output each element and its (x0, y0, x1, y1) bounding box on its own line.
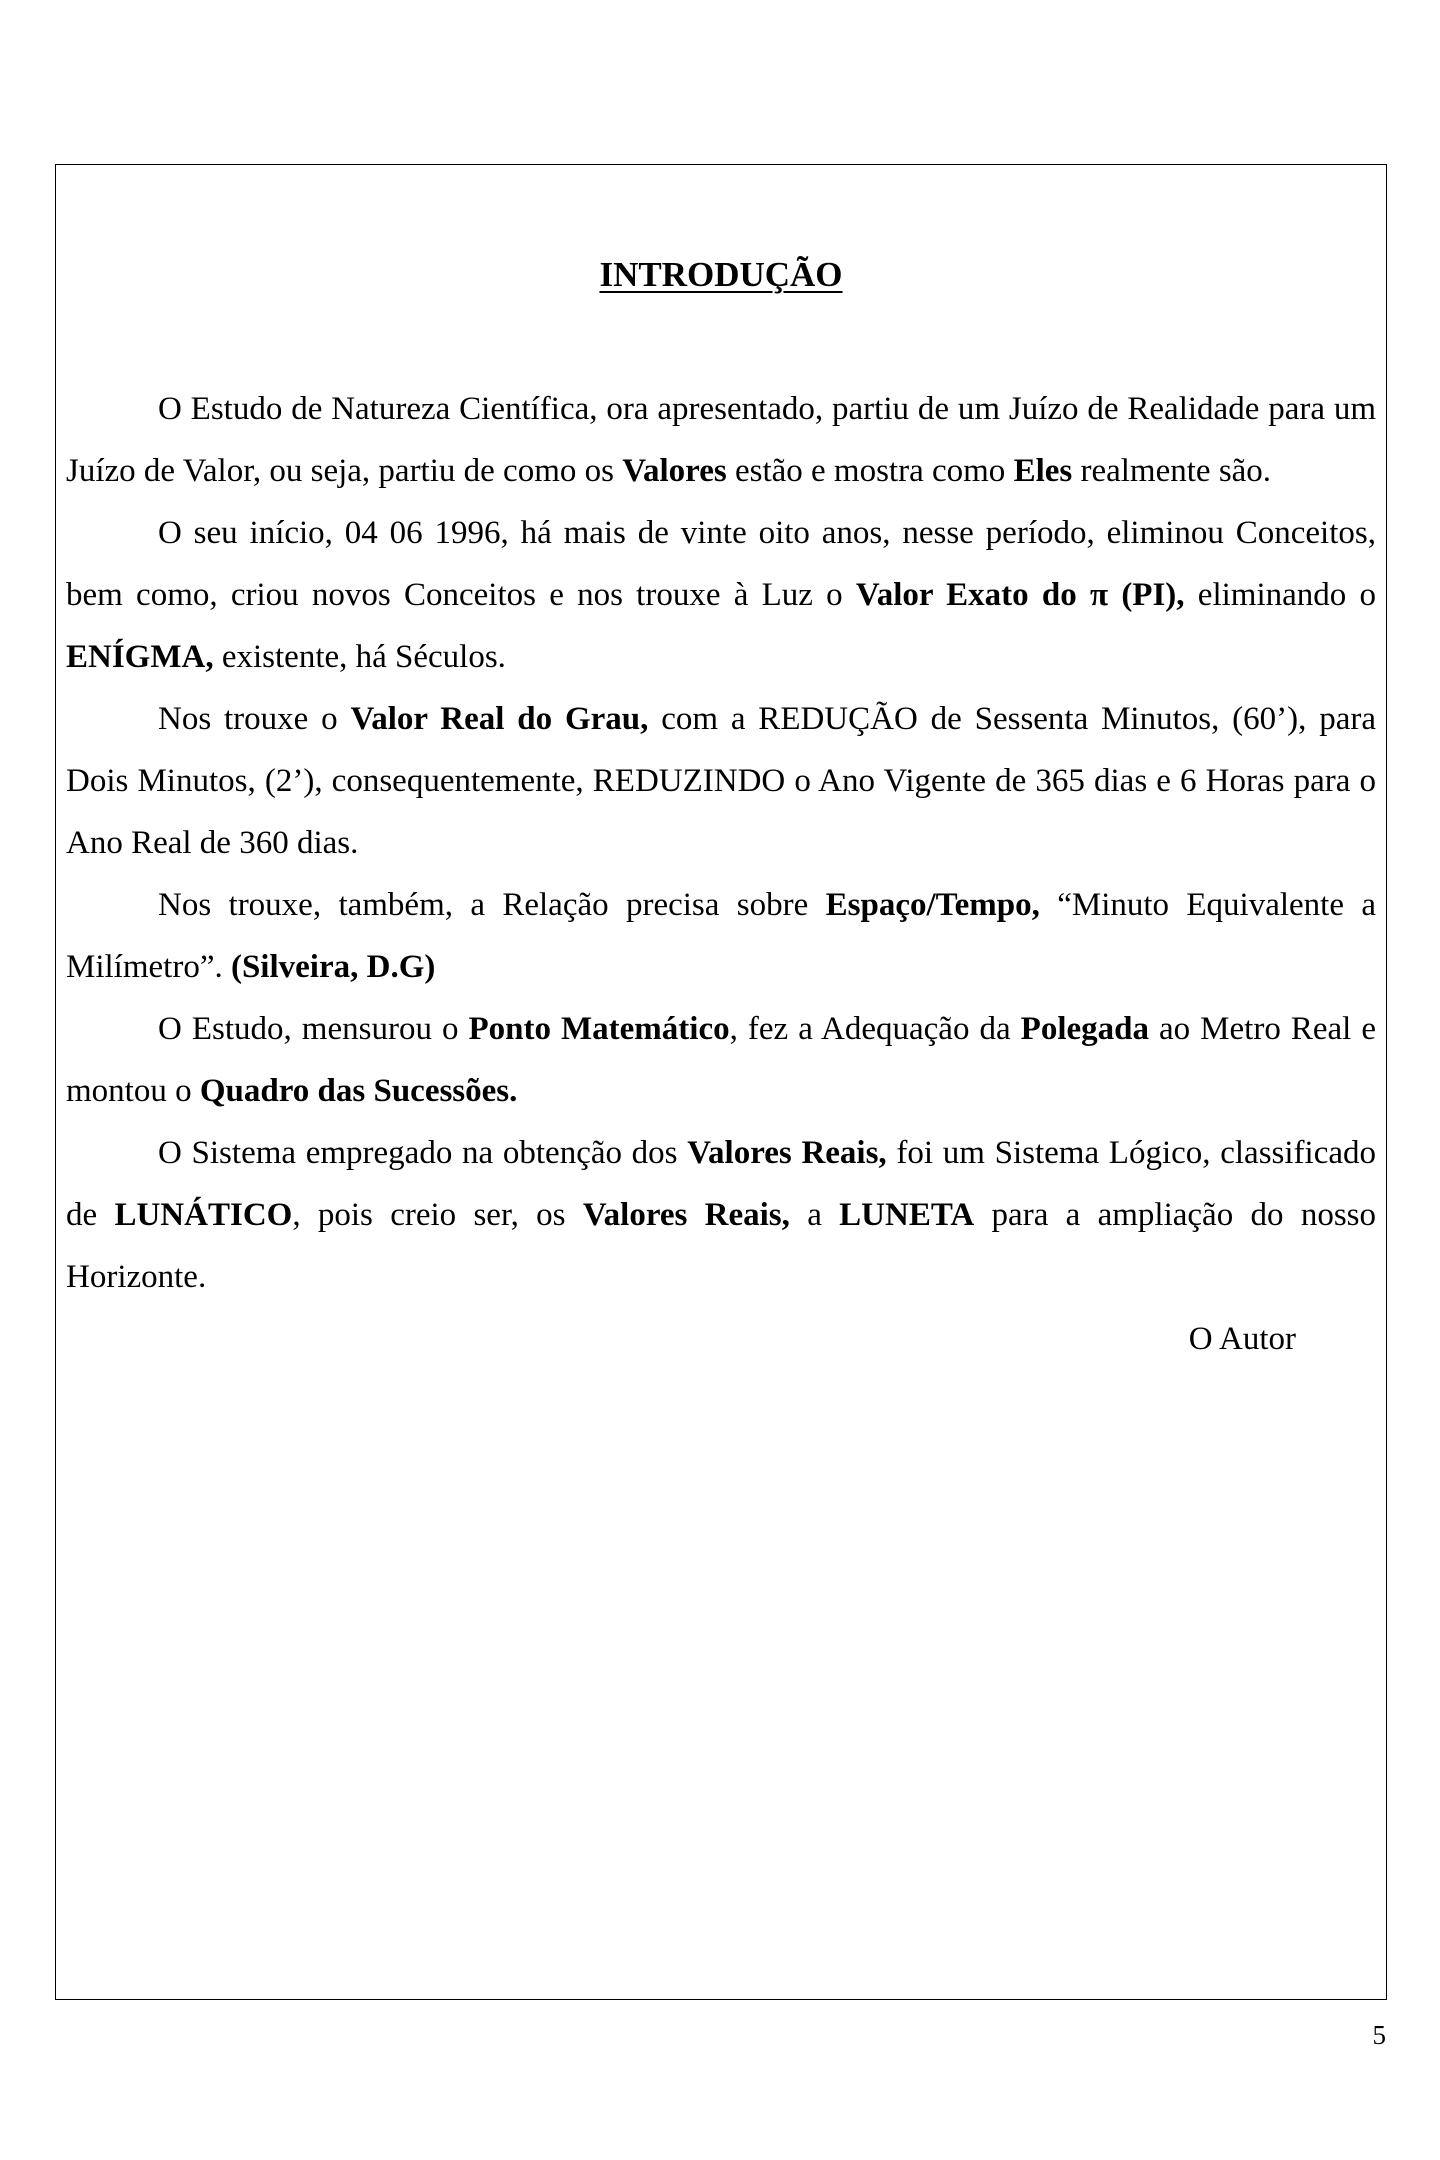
paragraph-bold-text: Valor Exato do π (PI), (855, 577, 1185, 613)
paragraph-2 (66, 502, 1376, 688)
document-body (66, 378, 1376, 1370)
paragraph-text: , pois creio ser, os (292, 1197, 583, 1233)
paragraph-4 (66, 874, 1376, 998)
paragraph-text: Nos trouxe, também, a Relação precisa sobre (158, 887, 826, 923)
paragraph-text: com a REDUÇÃO de Sessenta Minutos, (60’), para Dois Minutos, (2’), consequentemente, REDUZINDO o Ano Vigente de 365 dias e 6 Horas para o Ano Real de 360 dias. (66, 701, 1376, 861)
paragraph-bold-text: LUNETA (839, 1197, 975, 1233)
paragraph-text: eliminando o (1184, 577, 1377, 613)
paragraph-bold-text: Quadro das Sucessões. (199, 1073, 518, 1109)
paragraph-bold-text: Valores Reais, (582, 1197, 790, 1233)
paragraph-bold-text: Valor Real do Grau, (350, 701, 649, 737)
paragraph-bold-text: Eles (1013, 453, 1073, 489)
paragraph-text: a (789, 1197, 840, 1233)
paragraph-text: , fez a Adequação da (729, 1011, 1021, 1047)
paragraph-6 (66, 1122, 1376, 1308)
paragraph-text: estão e mostra como (726, 453, 1014, 489)
paragraph-text: O Estudo de Natureza Científica, ora apresentado, partiu de um Juízo de Realidade para um Juízo de Valor, ou seja, partiu de como os (66, 391, 1376, 489)
paragraph-text: para a ampliação do nosso Horizonte. (66, 1197, 1376, 1295)
paragraph-bold-text: Polegada (1020, 1011, 1149, 1047)
paragraph-text: O seu início, 04 06 1996, há mais de vinte oito anos, nesse período, eliminou Conceitos, bem como, criou novos Conceitos e nos trouxe à Luz o (66, 515, 1376, 613)
paragraph-bold-text: (Silveira, D.G) (230, 949, 436, 985)
paragraph-bold-text: ENÍGMA, (66, 639, 214, 675)
paragraph-bold-text: Ponto Matemático (468, 1011, 730, 1047)
paragraph-bold-text: Valores (622, 453, 727, 489)
paragraph-text: O Sistema empregado na obtenção dos (158, 1135, 688, 1171)
paragraph-text: foi um Sistema Lógico, classificado de (66, 1135, 1377, 1233)
paragraph-text: realmente são. (1072, 453, 1272, 489)
page-frame (55, 164, 1387, 2000)
paragraph-3 (66, 688, 1376, 874)
paragraph-bold-text: LUNÁTICO (114, 1197, 293, 1233)
document-title: INTRODUÇÃO (599, 255, 843, 294)
paragraph-5 (66, 998, 1376, 1122)
paragraph-text: ao Metro Real e montou o (66, 1011, 1376, 1109)
paragraph-bold-text: Espaço/Tempo, (825, 887, 1040, 923)
paragraph-text: existente, há Séculos. (213, 639, 506, 675)
paragraph-text: Nos trouxe o (158, 701, 351, 737)
author-signature: O Autor (1188, 1321, 1296, 1357)
paragraph-bold-text: Valores Reais, (687, 1135, 887, 1171)
page-number: 5 (1372, 2020, 1386, 2050)
paragraph-text: O Estudo, mensurou o (158, 1011, 469, 1047)
paragraph-text: “Minuto Equivalente a Milímetro”. (66, 887, 1377, 985)
paragraph-1 (66, 378, 1376, 502)
